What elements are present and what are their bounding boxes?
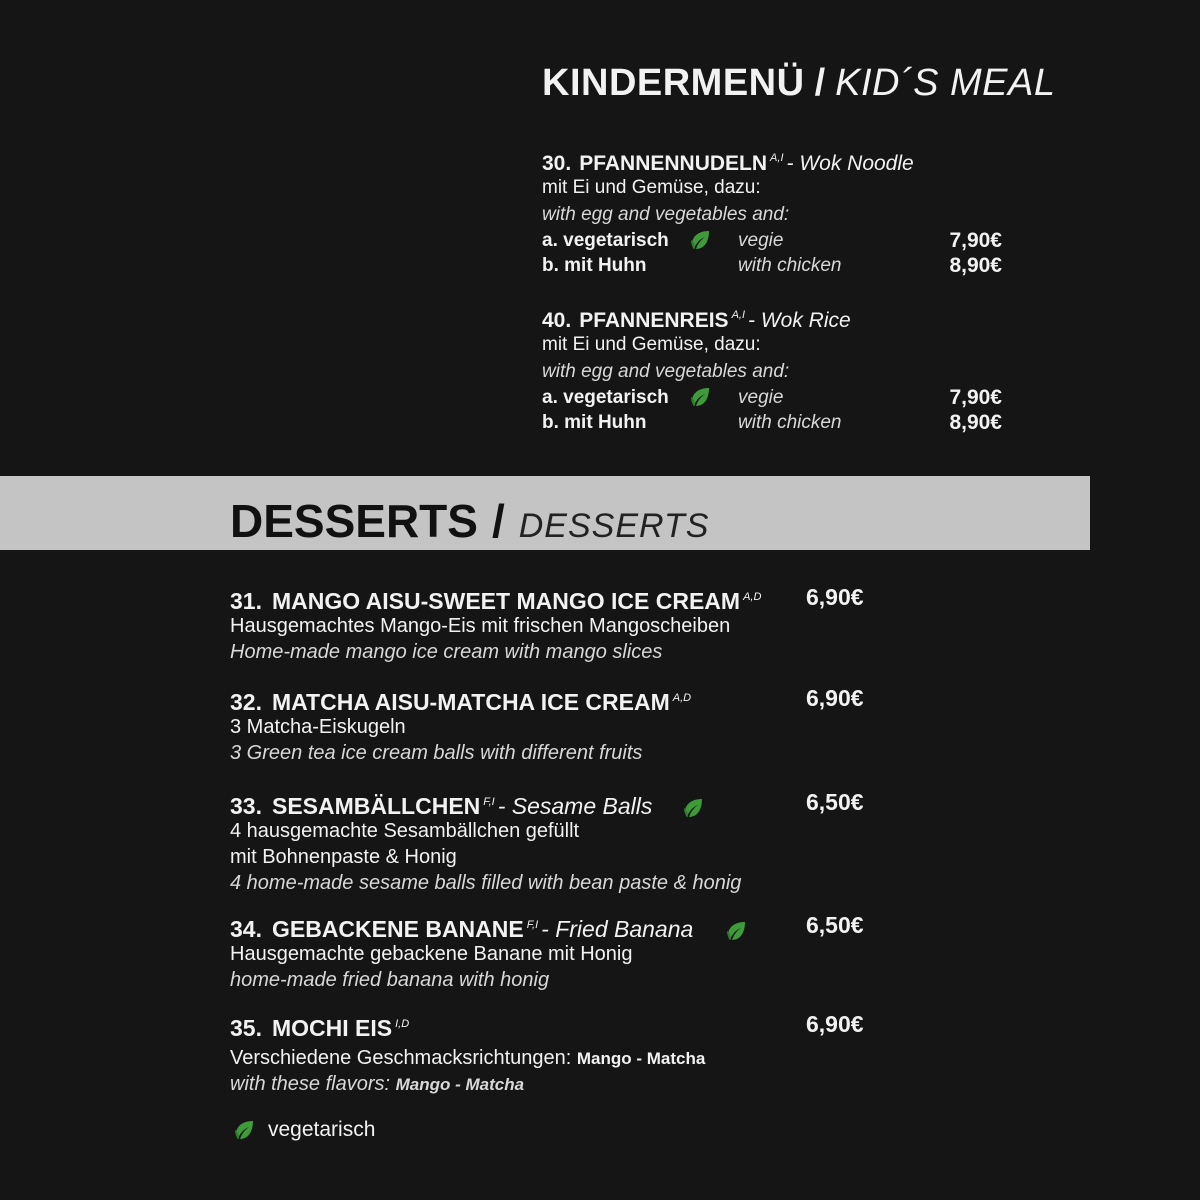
item-price: 6,90€ (806, 685, 864, 711)
flavors-de: Mango - Matcha (576, 1049, 706, 1068)
item-description-en: with egg and vegetables and: (542, 204, 790, 225)
title-separator: / (814, 62, 826, 104)
description-en-text: with these flavors: (230, 1073, 391, 1095)
item-name: MOCHI EIS (271, 1015, 393, 1041)
option-price: 8,90€ (949, 254, 1002, 277)
allergen-codes: A,D (672, 692, 692, 704)
menu-item-heading (230, 909, 880, 941)
leaf-icon (688, 228, 712, 252)
item-name: GEBACKENE BANANE (271, 916, 524, 942)
item-description-de (230, 1046, 880, 1071)
menu-item-heading (230, 682, 880, 714)
menu-item-31 (230, 581, 880, 666)
menu-item-heading (230, 786, 880, 818)
description-de-text: Verschiedene Geschmacksrichtungen: (230, 1047, 572, 1069)
item-number: 40. (542, 309, 572, 332)
desserts-title-en: DESSERTS (518, 507, 710, 545)
item-description-en: Home-made mango ice cream with mango slices (230, 641, 663, 663)
allergen-codes: F,I (526, 919, 539, 931)
allergen-codes: I,D (395, 1018, 410, 1030)
item-name-en: - Wok Rice (748, 309, 851, 332)
flavors-en: Mango - Matcha (395, 1075, 525, 1094)
item-number: 35. (230, 1015, 262, 1041)
item-description-de-line1: 4 hausgemachte Sesambällchen gefüllt (230, 820, 580, 842)
title-separator: / (491, 495, 505, 547)
leaf-icon (681, 796, 705, 820)
item-option (542, 410, 1012, 435)
menu-item-heading (230, 1008, 880, 1040)
allergen-codes: A,I (770, 152, 784, 164)
option-label: b. mit Huhn (542, 412, 647, 433)
legend-label: vegetarisch (268, 1118, 376, 1142)
item-number: 30. (542, 152, 572, 175)
item-name: MATCHA AISU-MATCHA ICE CREAM (271, 689, 670, 715)
leaf-icon (724, 919, 748, 943)
vegetarian-legend (232, 1118, 375, 1142)
option-label: a. vegetarisch (542, 387, 669, 408)
menu-item-heading (542, 300, 1012, 330)
item-price: 6,90€ (806, 1011, 864, 1037)
item-description-de: 3 Matcha-Eiskugeln (230, 716, 406, 738)
item-name: MANGO AISU-SWEET MANGO ICE CREAM (271, 588, 741, 614)
option-label-en: with chicken (738, 412, 842, 433)
menu-item-heading (230, 581, 880, 613)
item-description-en: 4 home-made sesame balls filled with bean paste & honig (230, 872, 742, 894)
item-price: 6,50€ (806, 789, 864, 815)
leaf-icon (232, 1118, 256, 1142)
leaf-icon (688, 385, 712, 409)
item-description-en: home-made fried banana with honig (230, 969, 550, 991)
item-name: PFANNENREIS (579, 309, 729, 332)
menu-item-30 (542, 143, 1012, 278)
item-name-en: - Fried Banana (541, 916, 694, 942)
item-name: SESAMBÄLLCHEN (271, 793, 481, 819)
allergen-codes: A,I (731, 309, 746, 321)
menu-item-32 (230, 682, 880, 767)
item-number: 31. (230, 588, 262, 614)
menu-item-34 (230, 909, 880, 994)
allergen-codes: A,D (743, 591, 762, 603)
item-price: 6,90€ (806, 584, 864, 610)
item-description-de: Hausgemachtes Mango-Eis mit frischen Mangoscheiben (230, 615, 731, 637)
item-name-en: - Sesame Balls (497, 793, 653, 819)
option-price: 7,90€ (949, 229, 1002, 252)
item-option (542, 228, 1012, 253)
item-description-de: mit Ei und Gemüse, dazu: (542, 177, 761, 198)
item-number: 33. (230, 793, 262, 819)
option-price: 8,90€ (949, 411, 1002, 434)
menu-item-40 (542, 300, 1012, 435)
menu-item-35 (230, 1008, 880, 1098)
option-price: 7,90€ (949, 386, 1002, 409)
item-price: 6,50€ (806, 912, 864, 938)
allergen-codes: F,I (483, 796, 495, 808)
item-name-en: - Wok Noodle (786, 152, 914, 175)
option-label-en: vegie (738, 387, 784, 408)
item-description-en: 3 Green tea ice cream balls with different fruits (230, 742, 643, 764)
item-description-en (230, 1071, 880, 1098)
menu-item-33 (230, 786, 880, 897)
item-number: 32. (230, 689, 262, 715)
kids-title-de: KINDERMENÜ (542, 62, 805, 104)
desserts-title-de: DESSERTS (230, 495, 478, 547)
item-option (542, 253, 1012, 278)
item-description-de: Hausgemachte gebackene Banane mit Honig (230, 943, 633, 965)
item-description-de: mit Ei und Gemüse, dazu: (542, 334, 761, 355)
option-label: b. mit Huhn (542, 255, 647, 276)
item-description-de-line2: mit Bohnenpaste & Honig (230, 846, 457, 868)
menu-item-heading (542, 143, 1012, 173)
item-description-en: with egg and vegetables and: (542, 361, 790, 382)
kids-section-title (542, 62, 1056, 105)
item-name: PFANNENNUDELN (579, 152, 768, 175)
item-number: 34. (230, 916, 262, 942)
desserts-section-title (230, 494, 709, 548)
item-option (542, 385, 1012, 410)
kids-title-en: KID´S MEAL (835, 62, 1056, 104)
option-label-en: vegie (738, 230, 784, 251)
option-label-en: with chicken (738, 255, 842, 276)
option-label: a. vegetarisch (542, 230, 669, 251)
